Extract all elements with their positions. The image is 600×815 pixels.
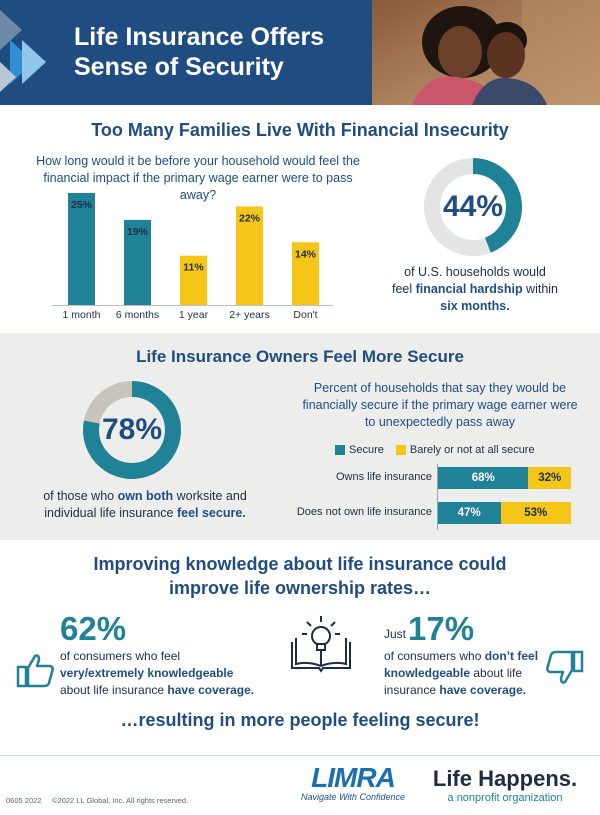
hardship-statement <box>380 264 570 315</box>
bar-category-label-1: 6 months <box>115 309 160 321</box>
donut-44 <box>423 157 523 257</box>
family-photo <box>372 0 600 105</box>
limra-wordmark: LIMRA <box>311 762 395 793</box>
secure-pre-2: individual life insurance <box>44 506 177 520</box>
secure-statement <box>14 488 276 522</box>
secure-line-2 <box>14 505 276 522</box>
hardship-bold: financial hardship <box>415 282 523 296</box>
just-label: Just <box>384 627 407 641</box>
hbar-segment-1-0: 47% <box>438 502 501 524</box>
legend-secure-swatch <box>335 445 345 455</box>
legend-secure-label: Secure <box>349 444 384 456</box>
knowledgeable-line-2: very/extremely knowledgeable <box>60 666 234 680</box>
survey-question: How long would it be before your household would feel the financial impact if the primary wage earner were to pass away? <box>36 154 360 202</box>
secure-bold-1: own both <box>117 489 174 503</box>
chart-baseline <box>52 305 334 306</box>
secure-pre-1: of those who <box>43 489 118 503</box>
not-knowledgeable-mid-2: about life <box>470 666 523 680</box>
bar-value-label-1: 19% <box>126 225 149 238</box>
bar-category-label-3: 2+ years <box>229 309 270 321</box>
bar-category-label-0: 1 month <box>62 309 101 321</box>
limra-tagline: Navigate With Confidence <box>301 792 405 802</box>
knowledgeable-pre-3: about life insurance <box>60 683 168 697</box>
section1-title: Too Many Families Live With Financial Insecurity <box>91 120 509 140</box>
closing-statement: …resulting in more people feeling secure! <box>120 710 480 730</box>
section3-title-line-1: Improving knowledge about life insurance could <box>93 554 507 574</box>
not-knowledgeable-statement <box>384 648 554 699</box>
not-knowledgeable-pre-3: insurance <box>384 683 440 697</box>
not-knowledgeable-line-3 <box>384 682 554 699</box>
not-knowledgeable-pre-1: of consumers who <box>384 649 485 663</box>
not-knowledgeable-line-1 <box>384 648 554 665</box>
hardship-line-1: of U.S. households would <box>404 265 546 279</box>
hbar-category-label-1: Does not own life insurance <box>296 506 432 518</box>
legend-not-secure-label: Barely or not at all secure <box>409 444 535 456</box>
bar-category-label-4: Don't <box>293 309 318 321</box>
hbar-chart-title: Percent of households that say they would be financially secure if the primary wage earner were to unexpectedly pass away <box>302 381 578 429</box>
lightbulb-book-icon <box>288 612 354 674</box>
hardship-pre: feel <box>391 282 416 296</box>
secure-mid: worksite and <box>173 489 247 503</box>
knowledgeable-pct: 62% <box>60 610 127 647</box>
donut-78 <box>82 380 182 480</box>
not-knowledgeable-bold-1: don’t feel <box>484 649 539 663</box>
bar-category-label-2: 1 year <box>178 309 209 321</box>
thumbs-down-icon <box>544 650 584 686</box>
life-happens-logo <box>420 766 590 804</box>
timeline-bar-chart <box>0 0 400 330</box>
limra-logo <box>298 764 408 802</box>
life-happens-tagline: a nonprofit organization <box>447 792 563 804</box>
hardship-time: six months. <box>440 299 510 313</box>
knowledgeable-line-1: of consumers who feel <box>60 649 181 663</box>
title-line-2: Sense of Security <box>74 53 284 81</box>
section2-title: Life Insurance Owners Feel More Secure <box>136 347 464 366</box>
section3-title-line-2: improve life ownership rates… <box>168 578 432 598</box>
not-knowledgeable-line-2 <box>384 665 554 682</box>
thumbs-up-icon <box>16 652 56 688</box>
bar-value-label-0: 25% <box>70 199 93 211</box>
secure-bold-2: feel secure. <box>176 506 246 520</box>
hbar-segment-0-0: 68% <box>438 467 528 489</box>
life-happens-wordmark: Life Happens. <box>432 766 578 791</box>
knowledgeable-bold-3: have coverage. <box>167 683 255 697</box>
title-line-1: Life Insurance Offers <box>74 23 325 51</box>
copyright: ©2022 LL Global, Inc. All rights reserved. <box>52 796 189 805</box>
hardship-line-2 <box>380 281 570 298</box>
legend-not-secure-swatch <box>396 445 406 455</box>
bar-value-label-4: 14% <box>294 248 317 261</box>
footer-divider <box>0 755 600 756</box>
secure-line-1 <box>14 488 276 505</box>
not-knowledgeable-pct: 17% <box>408 610 475 647</box>
chart-legend <box>335 444 535 456</box>
donut-78-value: 78% <box>101 413 163 446</box>
not-knowledgeable-bold-2: knowledgeable <box>384 666 471 680</box>
knowledgeable-line-3 <box>60 682 280 699</box>
hbar-segment-1-1: 53% <box>501 502 571 524</box>
section3-title <box>0 552 600 600</box>
hbar-segment-0-1: 32% <box>528 467 571 489</box>
hardship-mid: within <box>522 282 559 296</box>
hbar-category-label-0: Owns life insurance <box>336 471 432 483</box>
document-code: 0605 2022 <box>6 796 42 805</box>
knowledgeable-statement <box>60 648 280 699</box>
bar-value-label-2: 11% <box>183 261 204 274</box>
donut-44-value: 44% <box>442 190 504 223</box>
not-knowledgeable-bold-3: have coverage. <box>439 683 527 697</box>
bar-value-label-3: 22% <box>238 212 261 225</box>
